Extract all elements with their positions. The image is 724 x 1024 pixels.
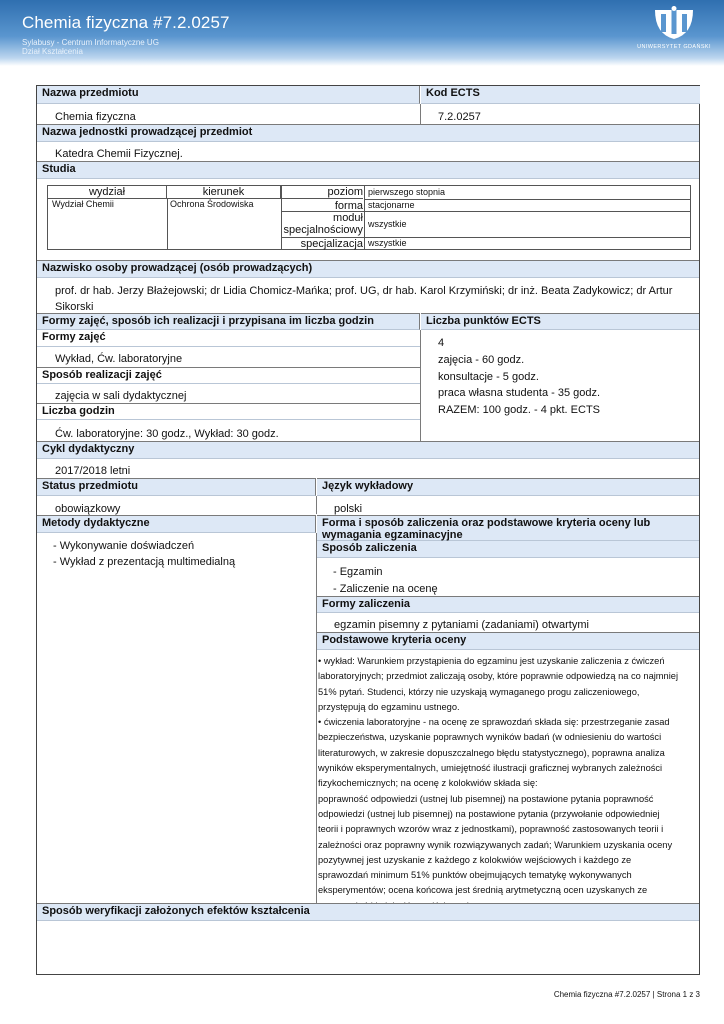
university-logo xyxy=(626,6,722,56)
criteria-label: Podstawowe kryteria oceny xyxy=(317,632,699,650)
realization-value: zajęcia w sali dydaktycznej xyxy=(55,390,187,402)
ects-breakdown-line: RAZEM: 100 godz. - 4 pkt. ECTS xyxy=(438,403,601,416)
criteria-line: 51% pytań. Studenci, którzy nie uzyskają wymaganego progu zaliczeniowego, xyxy=(318,686,640,697)
studies-label: Studia xyxy=(37,161,699,179)
hours-label: Liczba godzin xyxy=(37,403,420,420)
column-divider xyxy=(420,330,421,441)
criteria-line: pozytywnej jest uzyskanie z każdego z kolokwiów wejściowych i każdego ze xyxy=(318,854,632,865)
teachers-line: prof. dr hab. Jerzy Błażejowski; dr Lidia Chomicz-Mańka; prof. UG, dr hab. Karol Krzymiński; dr inż. Beata Zadykowicz; dr Artur xyxy=(55,285,673,297)
forms-label: Formy zajęć xyxy=(37,330,420,347)
studies-key-module: moduł specjalnościowy xyxy=(283,212,363,236)
header-subtitle-line1: Sylabusy - Centrum Informatyczne UG xyxy=(22,38,159,47)
studies-divider xyxy=(364,186,365,250)
university-name: UNIWERSYTET GDAŃSKI xyxy=(637,44,711,50)
ects-breakdown-line: zajęcia - 60 godz. xyxy=(438,354,525,366)
methods-list xyxy=(53,538,235,570)
assessment-method-label: Sposób zaliczenia xyxy=(317,541,699,558)
status-label: Status przedmiotu xyxy=(37,478,316,496)
assessment-method-item: - Zaliczenie na ocenę xyxy=(333,583,438,595)
course-name: Chemia fizyczna xyxy=(55,111,136,123)
hours-value: Ćw. laboratoryjne: 30 godz., Wykład: 30 godz. xyxy=(55,428,279,440)
forms-value: Wykład, Ćw. laboratoryjne xyxy=(55,353,183,365)
criteria-line: • ćwiczenia laboratoryjne - na ocenę ze sprawozdań składa się: przestrzeganie zasad xyxy=(318,717,670,728)
assessment-method-list xyxy=(333,564,438,598)
teachers-line: Sikorski xyxy=(55,301,94,313)
header-subtitle xyxy=(22,38,159,56)
studies-table xyxy=(47,185,691,250)
methods-label: Metody dydaktyczne xyxy=(37,515,316,533)
ects-breakdown-line: konsultacje - 5 godz. xyxy=(438,370,539,383)
realization-label: Sposób realizacji zajęć xyxy=(37,367,420,384)
assessment-label: Forma i sposób zaliczenia oraz podstawowe kryteria oceny lub wymagania egzaminacyjne xyxy=(317,515,699,541)
criteria-line: zależności oraz poprawny wynik rozwiązywanych zadań; Warunkiem uzyskania oceny xyxy=(318,839,673,850)
methods-item: - Wykład z prezentacją multimedialną xyxy=(53,556,236,568)
header-subtitle-line2: Dział Kształcenia xyxy=(22,47,83,56)
syllabus-table xyxy=(36,85,700,975)
ects-points-value: 4 xyxy=(438,337,445,349)
criteria-line: fizykochemicznych; na ocenę z kolokwiów składa się: xyxy=(318,778,538,789)
page-header xyxy=(0,0,724,66)
criteria-line: eksperymentów; ocena końcowa jest średnią arytmetyczną ocen uzyskanych ze xyxy=(318,885,648,896)
criteria-line: bezpieczeństwa, uzyskanie poprawnych wyników badań (w odniesieniu do wartości xyxy=(318,732,662,743)
criteria-line: przystępują do egzaminu ustnego. xyxy=(318,701,460,712)
studies-faculty: Wydział Chemii xyxy=(52,199,114,209)
page-title: Chemia fizyczna #7.2.0257 xyxy=(22,13,230,32)
studies-value-level: pierwszego stopnia xyxy=(368,187,446,197)
teachers-list xyxy=(55,283,695,315)
criteria-line: • wykład: Warunkiem przystąpienia do egzaminu jest uzyskanie zaliczenia z ćwiczeń xyxy=(318,656,665,666)
assessment-forms-value: egzamin pisemny z pytaniami (zadaniami) otwartymi xyxy=(334,619,589,631)
course-name-label: Nazwa przedmiotu xyxy=(37,86,420,104)
criteria-line: laboratoryjnych; przedmiot zaliczają osoby, które poprawnie odpowiedzą na co najmniej xyxy=(318,671,679,682)
ects-points-label: Liczba punktów ECTS xyxy=(421,313,699,330)
column-divider xyxy=(420,104,421,125)
criteria-line: wyników eksperymentalnych, umiejętność ilustracji graficznej wybranych zależności xyxy=(318,763,663,774)
cycle-label: Cykl dydaktyczny xyxy=(37,441,699,459)
studies-faculty-header: wydział xyxy=(48,186,167,199)
ects-breakdown-line: praca własna studenta - 35 godz. xyxy=(438,387,601,399)
criteria-line: literaturowych, w zakresie dopuszczalnego błędu statystycznego), poprawna analiza xyxy=(318,747,665,758)
language-label: Język wykładowy xyxy=(317,478,699,496)
studies-field-header: kierunek xyxy=(167,186,281,199)
language-value: polski xyxy=(334,503,363,515)
ects-code: 7.2.0257 xyxy=(438,111,481,123)
studies-value-specialization: wszystkie xyxy=(368,238,407,248)
unit-label: Nazwa jednostki prowadzącej przedmiot xyxy=(37,124,699,142)
criteria-line: teorii i poprawnych wzorów wraz z jednostkami), poprawność zastosowanych teorii i xyxy=(318,824,664,835)
page-footer: Chemia fizyczna #7.2.0257 | Strona 1 z 3 xyxy=(553,990,700,999)
forms-section-label: Formy zajęć, sposób ich realizacji i przypisana im liczba godzin xyxy=(37,313,420,330)
teachers-label: Nazwisko osoby prowadzącej (osób prowadzących) xyxy=(37,260,699,278)
ects-points-breakdown xyxy=(438,352,600,418)
unit-name: Katedra Chemii Fizycznej. xyxy=(55,148,183,160)
university-crest-icon xyxy=(653,6,695,40)
column-divider xyxy=(316,496,317,514)
studies-key-form: forma xyxy=(334,200,363,211)
verification-label: Sposób weryfikacji założonych efektów kształcenia xyxy=(37,903,699,921)
methods-item: - Wykonywanie doświadczeń xyxy=(53,540,195,552)
studies-divider xyxy=(167,199,168,250)
criteria-text xyxy=(318,654,699,914)
studies-field: Ochrona Środowiska xyxy=(170,199,254,209)
studies-key-level: poziom xyxy=(282,186,363,199)
status-value: obowiązkowy xyxy=(55,503,121,515)
column-divider xyxy=(316,533,317,905)
criteria-line: sprawozdań minimum 51% punktów obejmujących tematykę wykonywanych xyxy=(318,870,632,881)
studies-value-module: wszystkie xyxy=(368,219,407,229)
assessment-method-item: - Egzamin xyxy=(333,566,383,578)
studies-key-specialization: specjalizacja xyxy=(300,238,363,250)
criteria-line: odpowiedzi (ustnej lub pisemnej) na postawione pytania (przywołanie odpowiedniej xyxy=(318,808,660,819)
ects-code-label: Kod ECTS xyxy=(421,86,700,104)
criteria-line: poprawność odpowiedzi (ustnej lub pisemnej) na postawione pytania poprawność xyxy=(318,793,654,804)
cycle-value: 2017/2018 letni xyxy=(55,465,131,477)
assessment-forms-label: Formy zaliczenia xyxy=(317,596,699,613)
studies-value-form: stacjonarne xyxy=(368,200,415,210)
